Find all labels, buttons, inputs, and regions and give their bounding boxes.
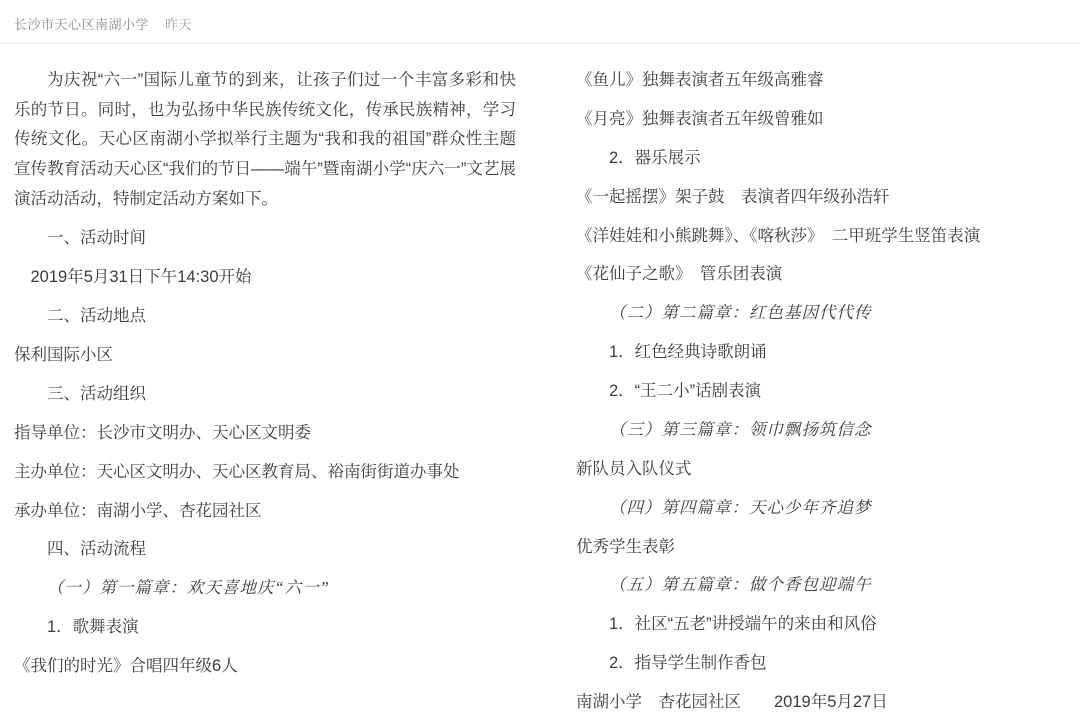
right-line-7: （二）第二篇章：红色基因代代传 xyxy=(609,303,872,323)
article-time: 昨天 xyxy=(165,17,193,32)
right-line-14: （五）第五篇章：做个香包迎端午 xyxy=(609,575,872,595)
left-line-6: 指导单位：长沙市文明办、天心区文明委 xyxy=(14,423,311,442)
right-line-8: 1．红色经典诗歌朗诵 xyxy=(609,343,767,362)
right-column xyxy=(534,66,1054,727)
right-line-13: 优秀学生表彰 xyxy=(576,537,675,556)
left-line-9: 四、活动流程 xyxy=(47,540,146,559)
right-line-9: 2．“王二小”话剧表演 xyxy=(609,382,762,400)
left-line-3: 二、活动地点 xyxy=(47,307,146,326)
left-line-2: 2019年5月31日下午14:30开始 xyxy=(30,268,252,287)
right-line-12: （四）第四篇章：天心少年齐追梦 xyxy=(609,497,872,517)
left-line-8: 承办单位：南湖小学、杏花园社区 xyxy=(14,501,262,520)
left-column xyxy=(14,66,534,727)
left-line-11: 1．歌舞表演 xyxy=(47,618,139,637)
right-line-11: 新队员入队仪式 xyxy=(576,459,692,478)
right-line-6: 《花仙子之歌》 管乐团表演 xyxy=(576,265,783,284)
right-line-5: 《洋娃娃和小熊跳舞》、《喀秋莎》 二甲班学生竖笛表演 xyxy=(576,226,981,245)
right-line-16: 2．指导学生制作香包 xyxy=(609,654,767,673)
article-body xyxy=(0,44,1080,727)
left-line-10: （一）第一篇章：欢天喜地庆“六一” xyxy=(47,578,330,598)
left-line-12: 《我们的时光》合唱四年级6人 xyxy=(14,657,238,676)
article-source: 长沙市天心区南湖小学 xyxy=(14,17,150,32)
right-line-2: 《月亮》独舞表演者五年级曾雅如 xyxy=(576,109,824,128)
signature-line: 南湖小学 杏花园社区 2019年5月27日 xyxy=(576,693,888,711)
left-line-5: 三、活动组织 xyxy=(47,384,146,403)
right-line-4: 《一起摇摆》架子鼓 表演者四年级孙浩轩 xyxy=(576,187,890,206)
left-line-4: 保利国际小区 xyxy=(14,346,113,365)
right-line-3: 2．器乐展示 xyxy=(609,148,701,167)
right-line-10: （三）第三篇章：领巾飘扬筑信念 xyxy=(609,419,872,439)
article-meta xyxy=(0,0,1080,33)
intro-paragraph: 为庆祝“六一”国际儿童节的到来，让孩子们过一个丰富多彩和快乐的节日。同时，也为弘扬中华民族传统文化，传承民族精神，学习传统文化。天心区南湖小学拟举行主题为“我和我的祖国”群众性主题宣传教育活动天心区“我们的节日——端午”暨南湖小学“庆六一”文艺展演活动活动，特制定活动方案如下。 xyxy=(14,71,516,208)
right-line-15: 1．社区“五老”讲授端午的来由和风俗 xyxy=(609,615,877,634)
left-line-7: 主办单位：天心区文明办、天心区教育局、裕南街街道办事处 xyxy=(14,462,460,481)
right-line-1: 《鱼儿》独舞表演者五年级高雅睿 xyxy=(576,71,824,89)
left-line-1: 一、活动时间 xyxy=(47,229,146,248)
